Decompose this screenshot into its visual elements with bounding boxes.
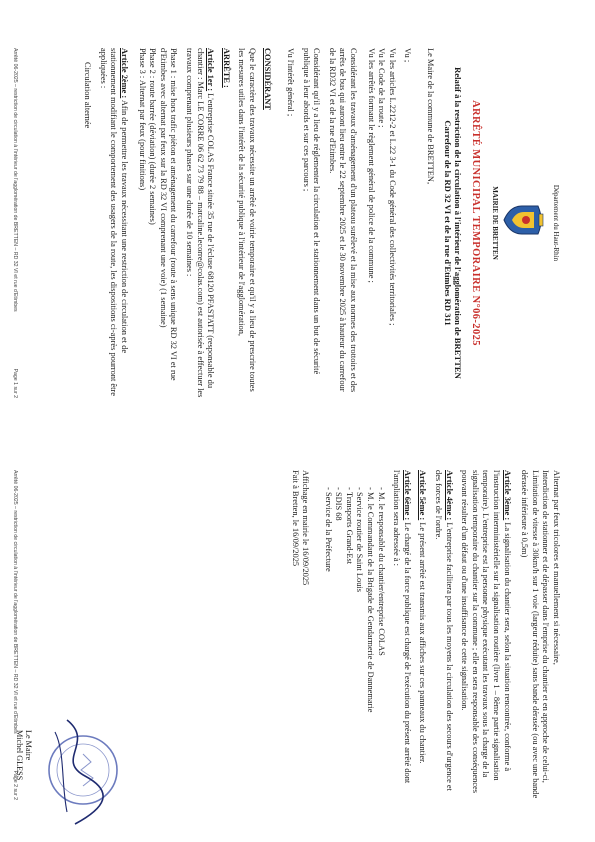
arrete-heading: ARRÊTE : bbox=[221, 48, 231, 88]
vu-item: Vu le Code de la route ; bbox=[377, 48, 387, 128]
article-text: La signalisation du chantier sera, selon la situation rencontrée, conforme à l'instruction interministérielle sur la signalisation routière (livre 1 – 8ème partie signalisation temporaire). L'entreprise est la personne physique exécutant les travaux sous la charge de la signalisation temporaire du chantier sur la commune ; elle en sera responsable des conséquences pouvant résulter d'un défaut ou d'une insuffisance de cette signalisation. bbox=[460, 470, 512, 794]
page-number: Page 2 sur 2 bbox=[12, 770, 18, 800]
coat-of-arms-logo bbox=[502, 200, 546, 240]
decree-subtitle bbox=[442, 48, 463, 398]
subtitle-line: Relatif à la restriction de la circulation à l'intérieur de l'agglomération de BRETTEN bbox=[453, 67, 464, 379]
page-2 bbox=[289, 470, 561, 800]
article-label: Article 6ème : bbox=[402, 470, 412, 521]
article-2 bbox=[97, 48, 129, 398]
recipient-item: - M. le responsable du chantier/entreprise COLAS bbox=[375, 492, 386, 800]
recipient-item: - Service de la Préfecture bbox=[322, 492, 333, 800]
subtitle-line: Carrefour de la RD 32 VI et de la rue d'Etimbes RD 311 bbox=[442, 120, 453, 326]
vu-item: Vu les arrêtés formant le règlement général de police de la commune ; bbox=[366, 48, 376, 283]
fait-date: Fait à Bretten, le 16/09/2025 bbox=[290, 470, 300, 567]
article-text: L'entreprise facilitera par tous les moyens la circulation des secours d'urgence et des forces de l'ordre. bbox=[434, 470, 454, 791]
phase-item: Phase 3 : Alternat par feux (pour finitions) bbox=[137, 48, 147, 191]
footer-text: Arrêté 06-2025 – restriction de circulation à l'intérieur de l'agglomération de BRETTEN – RD 32 VI et rue d'Etimbes bbox=[12, 48, 18, 312]
considerant-paragraph: Considérant qu'il y a lieu de réglementer la circulation et le stationnement dans un but de sécurité publique à leur abords et sur ces parcours ; bbox=[301, 48, 322, 375]
article-4 bbox=[432, 470, 453, 800]
signature-name: Michel GLESS bbox=[15, 730, 24, 781]
article-label: Article 5ème : bbox=[418, 470, 428, 521]
article-text: Le présent arrêté est transmis aux affiches sur ces panneaux du chantier. bbox=[418, 522, 428, 764]
article-text: Afin de permettre les travaux nécessitant une restriction de circulation et de stationnement modifiant le comportement des usagers de la route, les dispositions ci-après pourront être appliquées : bbox=[98, 48, 129, 396]
vu-heading: Vu ; bbox=[403, 48, 413, 63]
article-2-subitem: Circulation alternée bbox=[83, 62, 93, 129]
recipient-item: - Service routier de Saint Louis bbox=[354, 492, 365, 800]
measure-line: Limitation de vitesse à 30km/h sur 1 voie (largeur réduite) sans bande dérasée (ou avec une bande dérasée inférieure à 0,5m) bbox=[520, 470, 540, 799]
article-label: Article 4ème : bbox=[444, 470, 454, 521]
page-1 bbox=[82, 48, 561, 398]
vu-item: Vu les articles L.2212-2 et L.22 3-1 du Code général des collectivités territoriales ; bbox=[387, 48, 397, 326]
signature-role: Le Maire bbox=[24, 730, 33, 761]
phase-item: Phase 2 : route barrée (déviation) (durée 2 semaines) bbox=[148, 48, 158, 225]
article-label: Article 3ème : bbox=[502, 470, 512, 521]
mairie-label: MAIRIE DE BRETTEN bbox=[491, 186, 500, 260]
article-3 bbox=[459, 470, 512, 800]
recipient-item: - SDIS 68 bbox=[333, 492, 344, 800]
measure-line: Interdiction de stationner et de dépasser dans l'emprise du chantier et en approche de celui-ci, bbox=[541, 470, 551, 783]
mayor-stamp-signature bbox=[25, 712, 125, 832]
article-5 bbox=[417, 470, 428, 800]
vu-interet: Vu l'intérêt général ; bbox=[286, 48, 296, 117]
recipient-list bbox=[322, 492, 386, 800]
affichage-date: Affichage en mairie le 16/09/2025 bbox=[301, 470, 311, 586]
considerant-paragraph: Considérant les travaux d'aménagement d'un plateau surélevé et la mise aux normes des trottoirs et des arrêts de bus qui auront lieu entre le 22 septembre 2025 et le 30 novembre 2025 à hauteur du carrefour de la RD32 VI et de la rue d'Etimbes. bbox=[327, 48, 359, 393]
article-label: Article 1er : bbox=[206, 48, 216, 92]
considerant-paragraph: Que le caractère des travaux nécessite un arrêté de voirie temporaire et qu'il y a lieu de prescrire toutes les mesures utiles dans l'intérêt de la sécurité publique à l'intérieur de l'agglomération, bbox=[237, 48, 257, 392]
page-1-footer bbox=[12, 48, 18, 398]
intro-text: Le Maire de la commune de BRETTEN, bbox=[426, 48, 436, 185]
article-1 bbox=[183, 48, 215, 398]
recipient-item: - Transports Grand-Est bbox=[343, 492, 354, 800]
article-6 bbox=[391, 470, 412, 800]
article-label: Article 2ème : bbox=[119, 48, 129, 99]
measure-line: Alternat par feux tricolores et manuellement si nécessaire, bbox=[552, 470, 561, 665]
page-number: Page 1 sur 2 bbox=[12, 368, 18, 398]
considerant-heading: CONSIDÉRANT bbox=[263, 48, 273, 110]
department-label: Département du Haut-Rhin bbox=[552, 184, 560, 262]
article-text: L'entreprise COLAS France située 35 rue de l'écluse 68120 PFASTATT (responsable du chantier : Marc LE CORRE 06 62 73 79 88 – marcaline.lecorre@colas.com) est autorisée à effectuer les travaux comprenant plusieurs phases sur une durée de 10 semaines : bbox=[184, 48, 216, 398]
decree-title: ARRÊTÉ MUNICIPAL TEMPORAIRE N°06-2025 bbox=[469, 100, 481, 346]
page-2-footer bbox=[12, 470, 18, 800]
article-text: Le chargé de la force publique est chargé de l'exécution du présent arrêté dont l'ampliation sera adressée à : bbox=[392, 470, 412, 784]
footer-text: Arrêté 06-2025 – restriction de circulation à l'intérieur de l'agglomération de BRETTEN – RD 32 VI et rue d'Etimbes bbox=[12, 470, 18, 734]
recipient-item: - M. le Commandant de la Brigade de Gendarmerie de Dannemarie bbox=[365, 492, 376, 800]
phase-item: Phase 1 : mise hors trafic piéton et aménagement du carrefour (route à sens unique RD 32 VI et rue d'Etimbes avec alternat par feux sur la RD 32 VI comprenant une voie) (1 semaine) bbox=[158, 48, 179, 381]
